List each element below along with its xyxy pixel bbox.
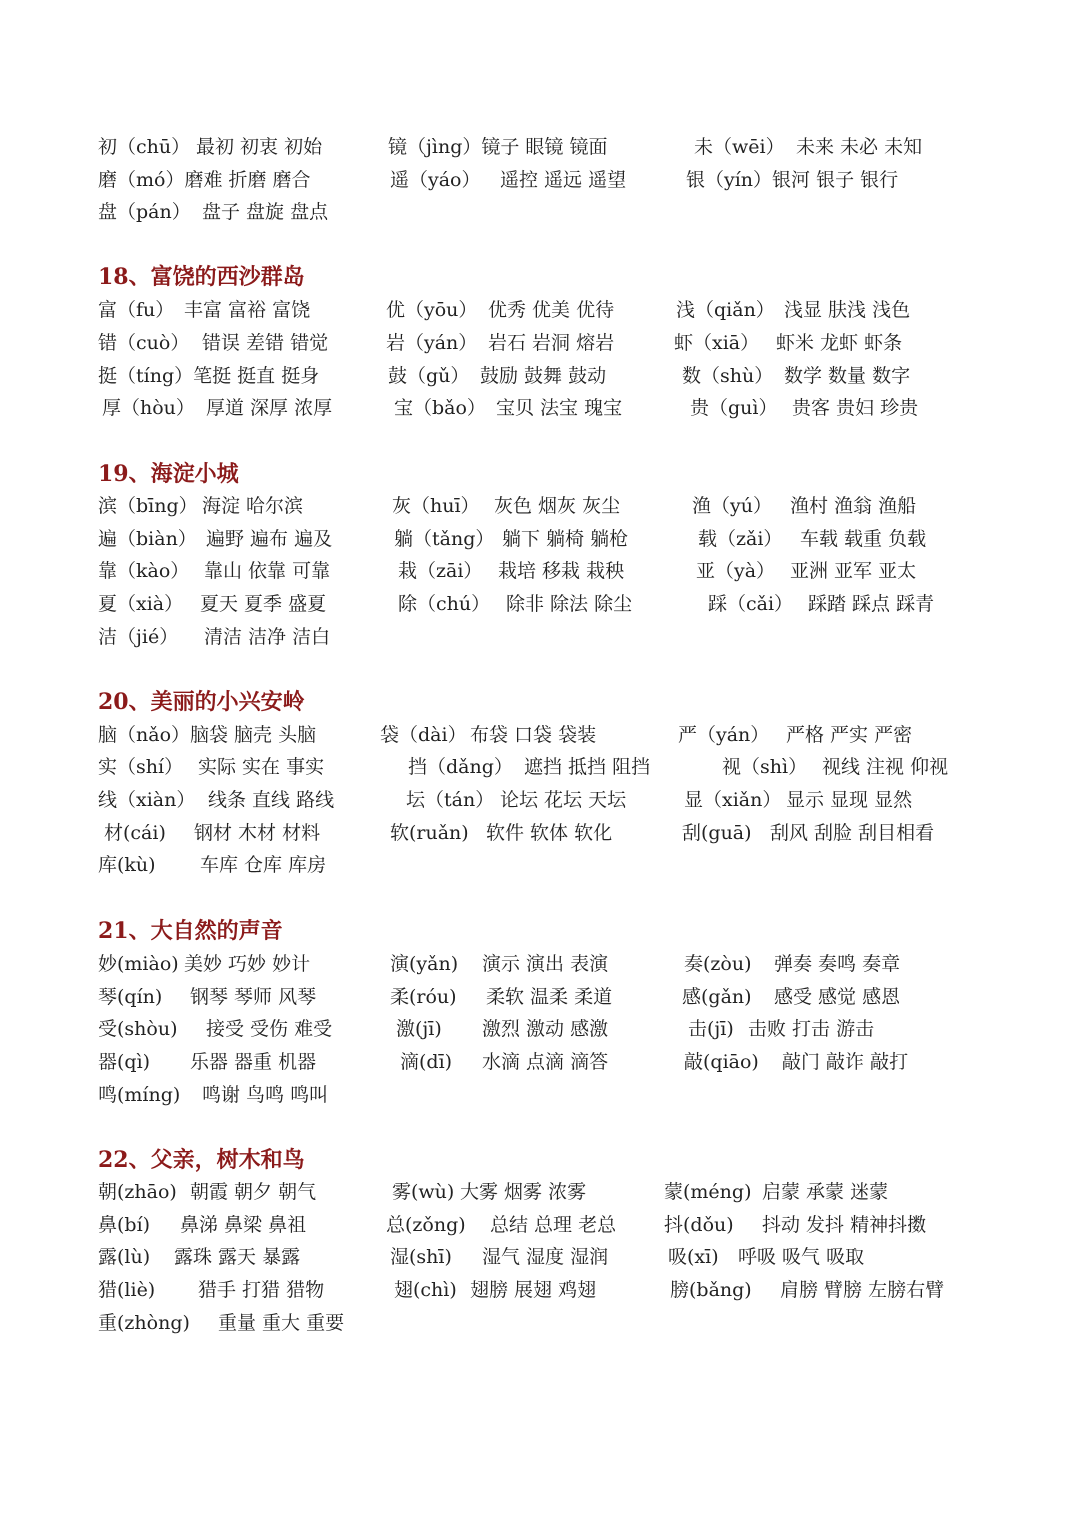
vocab-row [0,1013,1080,1045]
vocab-char: 吸(xī) [668,1246,719,1268]
vocab-char: 膀(bǎng) [670,1279,752,1301]
vocab-words: 线条 直线 路线 [208,789,335,811]
vocab-char: 夏（xià） [98,593,184,615]
vocab-words: 浅显 肤浅 浅色 [784,299,911,321]
vocab-row [0,1176,1080,1208]
vocab-char: 湿(shī) [390,1246,452,1268]
vocab-row [0,523,1080,555]
vocab-char: 抖(dǒu) [664,1214,734,1236]
vocab-row [0,555,1080,587]
vocab-char: 洁（jié） [98,626,179,648]
vocab-char: 软(ruǎn) [390,822,469,844]
section-heading: 20、美丽的小兴安岭 [98,689,305,715]
vocab-words: 翅膀 展翅 鸡翅 [470,1279,597,1301]
vocab-char: 受(shòu) [98,1018,178,1040]
vocab-char: 坛（tán） [406,789,495,811]
vocab-words: 钢琴 琴师 风琴 [190,986,317,1008]
vocab-words: 露珠 露天 暴露 [174,1246,301,1268]
vocab-words: 严格 严实 严密 [786,724,913,746]
vocab-words: 栽培 移栽 栽秧 [498,560,625,582]
vocab-row [0,948,1080,980]
vocab-words: 实际 实在 事实 [198,756,325,778]
vocab-words: 灰色 烟灰 灰尘 [494,495,621,517]
vocab-words: 呼吸 吸气 吸取 [738,1246,865,1268]
vocab-words: 亚洲 亚军 亚太 [790,560,917,582]
vocab-words: 朝霞 朝夕 朝气 [190,1181,317,1203]
vocab-char: 显（xiǎn） [684,789,782,811]
vocab-words: 车库 仓库 库房 [200,854,327,876]
vocab-char: 灰（huī） [392,495,480,517]
vocab-words: 错误 差错 错觉 [202,332,329,354]
vocab-char: 滴(dī) [400,1051,453,1073]
vocab-words: 总结 总理 老总 [490,1214,617,1236]
vocab-char: 刮(guā) [682,822,752,844]
vocab-char: 器(qì) [98,1051,151,1073]
vocab-row [0,784,1080,816]
vocab-words: 盘子 盘旋 盘点 [202,201,329,223]
vocab-char: 渔（yú） [692,495,772,517]
vocab-row [0,1274,1080,1306]
vocab-char: 总(zǒng) [386,1214,466,1236]
vocab-words: 最初 初衷 初始 [196,136,323,158]
vocab-words: 显示 显现 显然 [786,789,913,811]
vocab-words: 视线 注视 仰视 [822,756,949,778]
vocab-words: 启蒙 承蒙 迷蒙 [762,1181,889,1203]
vocab-char: 滨（bīng） [98,495,198,517]
vocab-row [0,1046,1080,1078]
vocab-words: 丰富 富裕 富饶 [184,299,311,321]
section-heading: 19、海淀小城 [98,461,239,487]
vocab-row [0,196,1080,228]
vocab-words: 大雾 烟雾 浓雾 [460,1181,587,1203]
vocab-words: 柔软 温柔 柔道 [486,986,613,1008]
vocab-words: 乐器 器重 机器 [190,1051,317,1073]
vocab-row [0,621,1080,653]
vocab-words: 宝贝 法宝 瑰宝 [496,397,623,419]
vocab-char: 鸣(míng) [98,1084,181,1106]
vocab-words: 躺下 躺椅 躺枪 [502,528,629,550]
vocab-entry: 磨（mó）磨难 折磨 磨合 [98,169,311,191]
vocab-row [0,849,1080,881]
vocab-words: 清洁 洁净 洁白 [204,626,331,648]
vocab-char: 错（cuò） [98,332,190,354]
vocab-entry: 脑（nǎo）脑袋 脑壳 头脑 [98,724,317,746]
vocab-words: 靠山 依靠 可靠 [204,560,331,582]
vocab-char: 材(cái) [104,822,166,844]
vocab-words: 渔村 渔翁 渔船 [790,495,917,517]
vocab-words: 遮挡 抵挡 阻挡 [524,756,651,778]
vocab-words: 重量 重大 重要 [218,1312,345,1334]
vocab-words: 猎手 打猎 猎物 [198,1279,325,1301]
vocab-char: 虾（xiā） [674,332,760,354]
vocab-char: 鼻(bí) [98,1214,151,1236]
section-heading: 22、父亲，树木和鸟 [98,1147,305,1173]
vocab-char: 靠（kào） [98,560,190,582]
vocab-words: 踩踏 踩点 踩青 [808,593,935,615]
section-heading: 18、富饶的西沙群岛 [98,264,305,290]
vocab-char: 露(lù) [98,1246,151,1268]
vocab-words: 车载 载重 负载 [800,528,927,550]
vocab-words: 敲门 敲诈 敲打 [782,1051,909,1073]
vocab-char: 初（chū） [98,136,191,158]
vocab-words: 刮风 刮脸 刮目相看 [770,822,935,844]
vocab-words: 软件 软体 软化 [486,822,613,844]
vocab-row [0,1209,1080,1241]
vocab-char: 线（xiàn） [98,789,196,811]
vocab-char: 击(jī) [688,1018,734,1040]
vocab-char: 遥（yáo） [390,169,481,191]
vocab-char: 激(jī) [396,1018,442,1040]
vocab-char: 岩（yán） [386,332,478,354]
vocab-words: 鸣谢 鸟鸣 鸣叫 [202,1084,329,1106]
vocab-words: 激烈 激动 感激 [482,1018,609,1040]
vocab-char: 未（wēi） [694,136,785,158]
vocab-words: 遥控 遥远 遥望 [500,169,627,191]
vocab-char: 宝（bǎo） [394,397,486,419]
vocab-words: 鼻涕 鼻梁 鼻祖 [180,1214,307,1236]
vocab-char: 除（chú） [398,593,491,615]
vocab-char: 感(gǎn) [682,986,752,1008]
vocab-words: 厚道 深厚 浓厚 [206,397,333,419]
vocab-row [0,1079,1080,1111]
vocab-row [0,1241,1080,1273]
vocab-char: 蒙(méng) [664,1181,752,1203]
vocab-row [0,131,1080,163]
vocab-row [0,1307,1080,1339]
vocab-char: 库(kù) [98,854,156,876]
vocab-char: 贵（guì） [690,397,778,419]
vocab-char: 鼓（gǔ） [388,365,470,387]
vocab-words: 肩膀 臂膀 左膀右臂 [780,1279,945,1301]
vocab-char: 妙(miào) [98,953,179,975]
vocab-char: 严（yán） [678,724,770,746]
vocab-char: 敲(qiāo) [684,1051,759,1073]
vocab-char: 亚（yà） [696,560,776,582]
vocab-row [0,751,1080,783]
vocab-words: 接受 受伤 难受 [206,1018,333,1040]
vocab-char: 栽（zāi） [398,560,483,582]
vocab-words: 抖动 发抖 精神抖擞 [762,1214,927,1236]
vocab-char: 重(zhòng) [98,1312,190,1334]
vocab-words: 海淀 哈尔滨 [202,495,304,517]
vocab-char: 实（shí） [98,756,184,778]
vocab-char: 演(yǎn) [390,953,459,975]
vocab-words: 贵客 贵妇 珍贵 [792,397,919,419]
vocab-words: 数学 数量 数字 [784,365,911,387]
vocab-words: 鼓励 鼓舞 鼓动 [480,365,607,387]
vocab-words: 虾米 龙虾 虾条 [776,332,903,354]
vocab-char: 载（zǎi） [698,528,783,550]
vocab-words: 水滴 点滴 滴答 [482,1051,609,1073]
vocab-row [0,981,1080,1013]
vocab-entry: 挺（tíng）笔挺 挺直 挺身 [98,365,320,387]
vocab-row [0,360,1080,392]
vocab-char: 盘（pán） [98,201,191,223]
vocab-char: 挡（dǎng） [408,756,513,778]
vocab-words: 优秀 优美 优待 [488,299,615,321]
vocab-words: 论坛 花坛 天坛 [500,789,627,811]
vocab-char: 富（fu） [98,299,175,321]
vocab-words: 美妙 巧妙 妙计 [184,953,311,975]
vocab-words: 感受 感觉 感恩 [774,986,901,1008]
vocab-words: 岩石 岩洞 熔岩 [488,332,615,354]
vocab-row [0,490,1080,522]
vocab-char: 浅（qiǎn） [676,299,775,321]
vocab-char: 遍（biàn） [98,528,197,550]
vocab-words: 夏天 夏季 盛夏 [200,593,327,615]
vocab-words: 击败 打击 游击 [748,1018,875,1040]
vocab-char: 踩（cǎi） [708,593,794,615]
vocab-row [0,719,1080,751]
vocab-words: 遍野 遍布 遍及 [206,528,333,550]
vocab-char: 厚（hòu） [102,397,195,419]
vocab-row [0,588,1080,620]
vocab-char: 奏(zòu) [684,953,752,975]
vocab-char: 翅(chì) [394,1279,457,1301]
vocab-row [0,294,1080,326]
vocab-entry: 镜（jìng）镜子 眼镜 镜面 [388,136,608,158]
vocab-row [0,392,1080,424]
vocab-char: 朝(zhāo) [98,1181,177,1203]
vocab-char: 袋（dài） [380,724,467,746]
vocab-words: 布袋 口袋 袋装 [470,724,597,746]
vocab-row [0,164,1080,196]
vocab-char: 视（shì） [722,756,808,778]
vocab-words: 演示 演出 表演 [482,953,609,975]
vocab-char: 躺（tǎng） [394,528,495,550]
section-heading: 21、大自然的声音 [98,918,283,944]
vocab-char: 柔(róu) [390,986,457,1008]
vocab-entry: 银（yín）银河 银子 银行 [686,169,899,191]
vocab-row [0,327,1080,359]
vocab-char: 优（yōu） [386,299,478,321]
vocab-char: 琴(qín) [98,986,163,1008]
vocab-words: 钢材 木材 材料 [194,822,321,844]
vocab-words: 除非 除法 除尘 [506,593,633,615]
vocab-char: 数（shù） [682,365,774,387]
vocab-words: 湿气 湿度 湿润 [482,1246,609,1268]
vocab-char: 猎(liè) [98,1279,156,1301]
vocab-words: 弹奏 奏鸣 奏章 [774,953,901,975]
vocab-row [0,817,1080,849]
vocab-words: 未来 未必 未知 [796,136,923,158]
vocab-char: 雾(wù) [392,1181,455,1203]
